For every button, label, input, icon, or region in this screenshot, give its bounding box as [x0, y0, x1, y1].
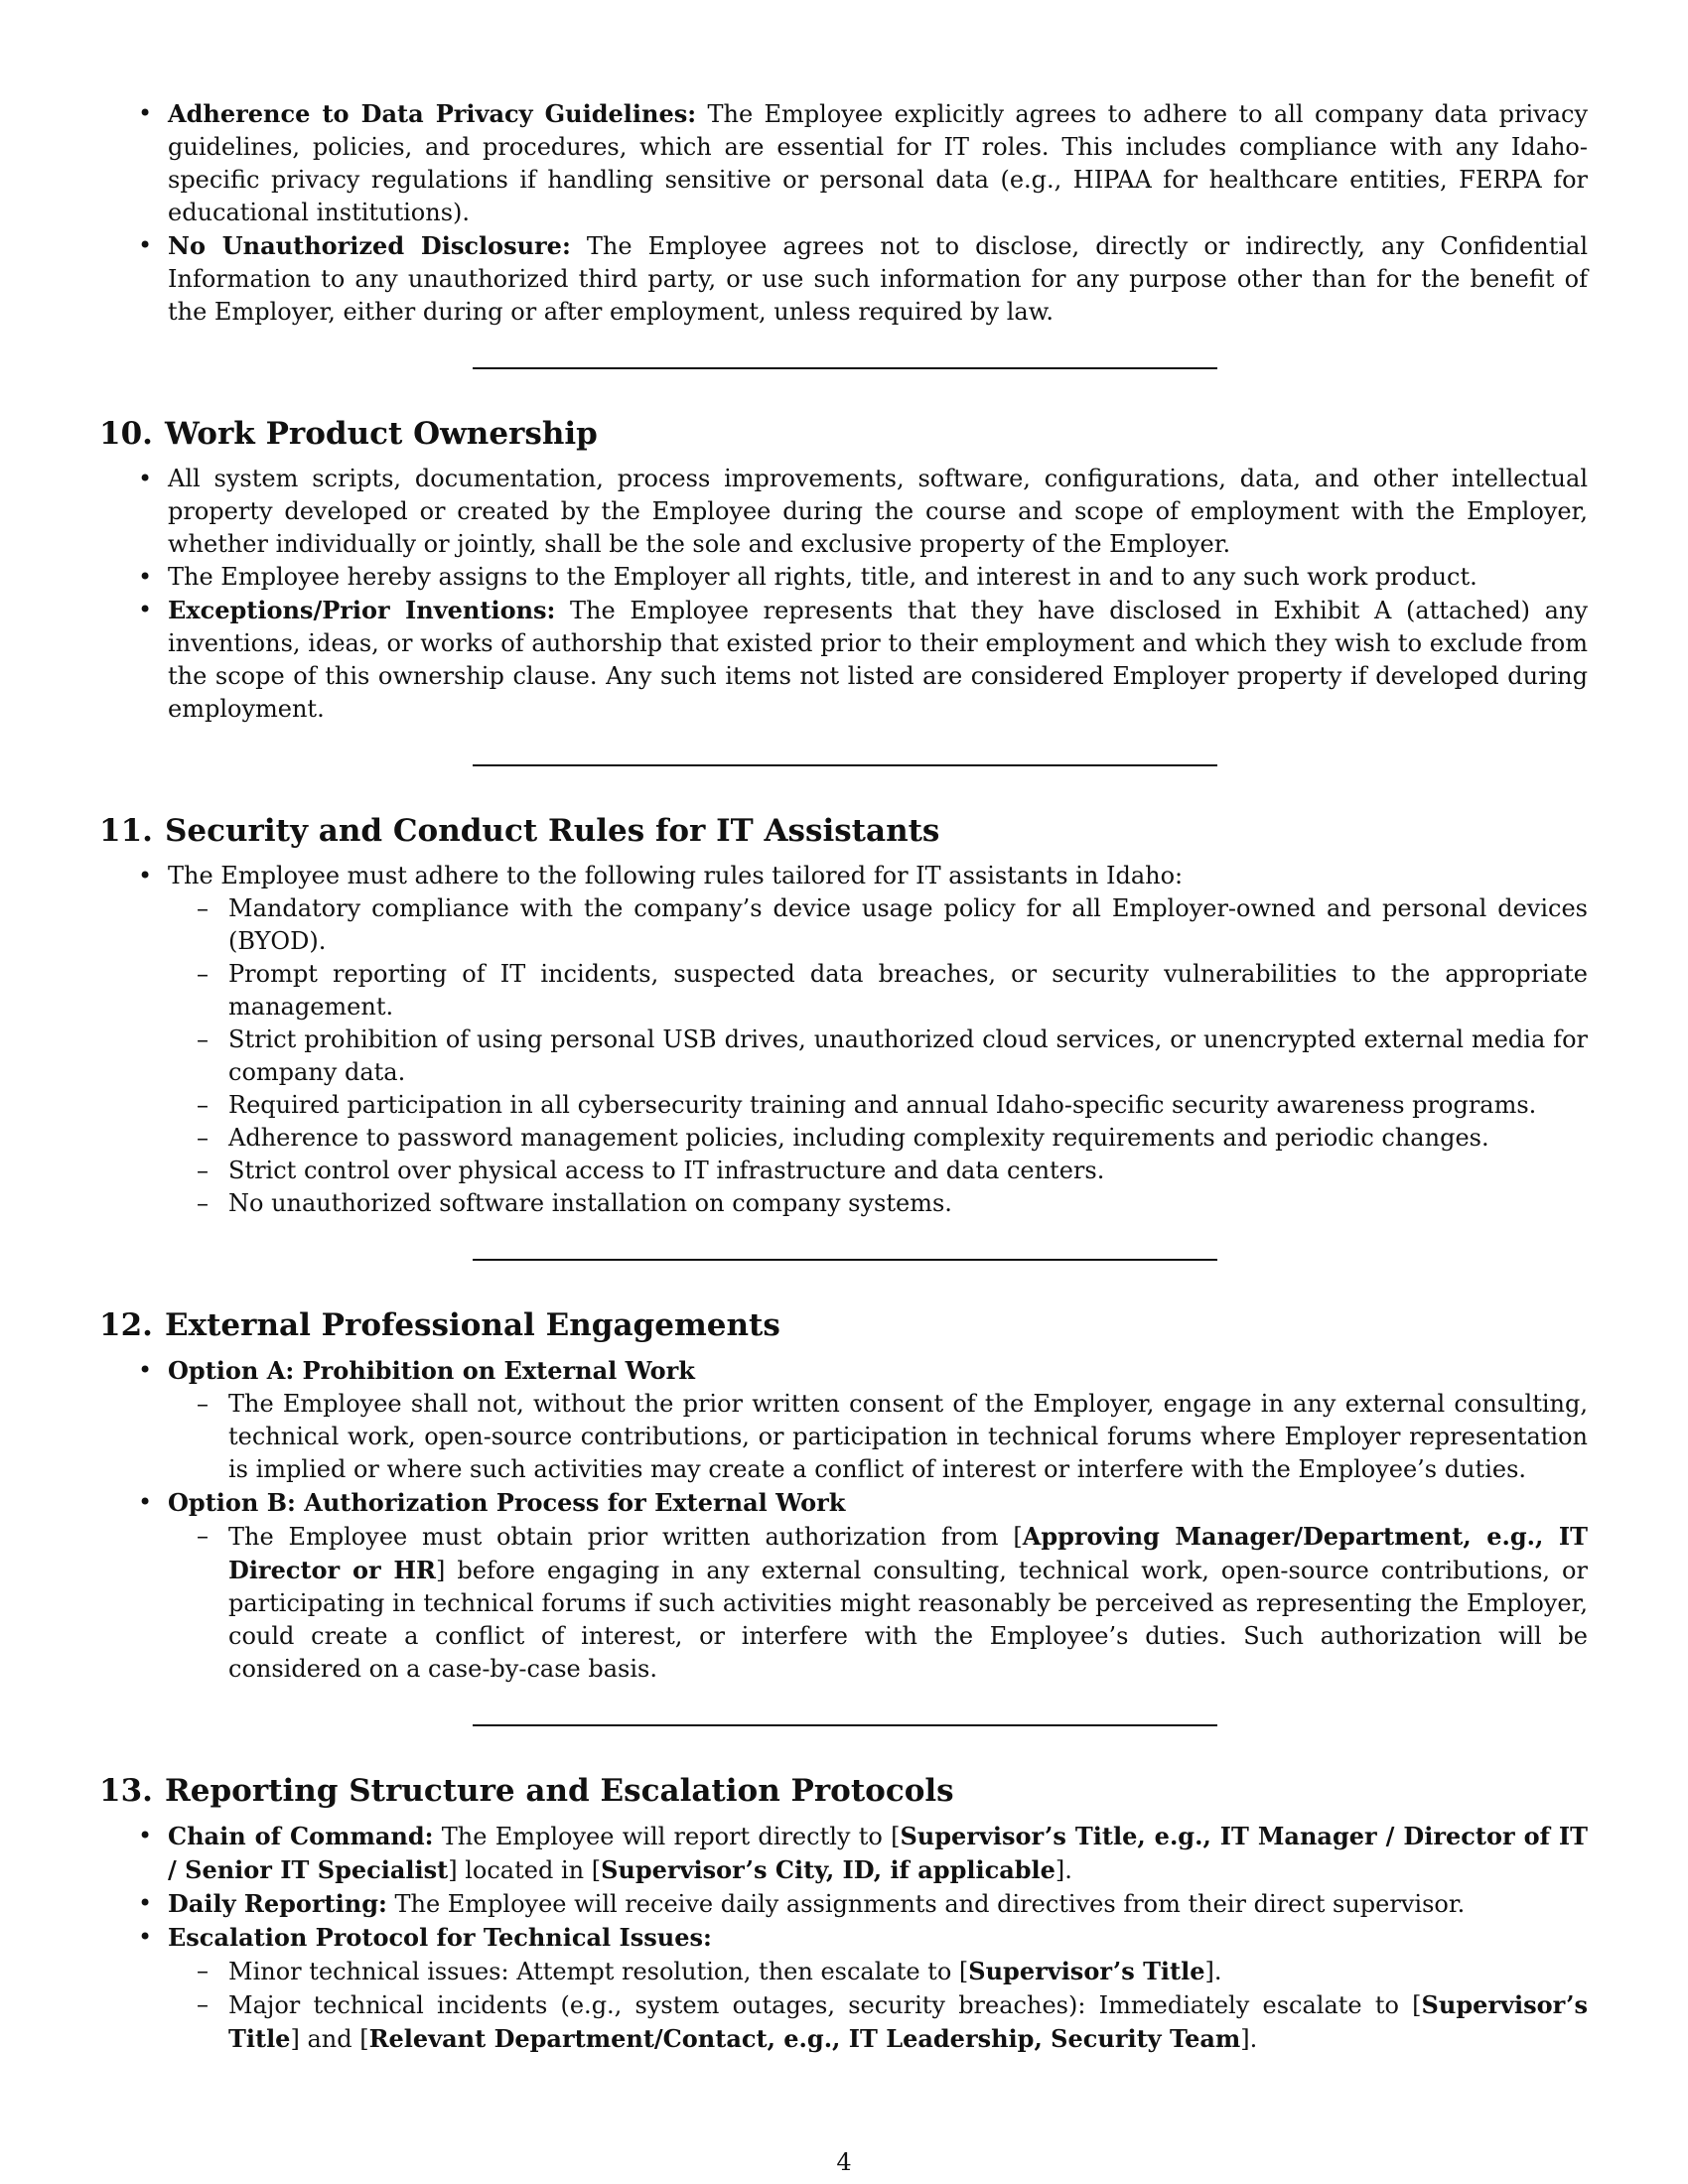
list-item: [99, 594, 1589, 726]
sub-list-item: – No unauthorized software installation on company systems.: [168, 1187, 1589, 1220]
sub-list-item: – Strict control over physical access to IT infrastructure and data centers.: [168, 1155, 1589, 1187]
sub-list-item: – Major technical incidents (e.g., system outages, security breaches): Immediately escalate to [Supervisor’s Title] and [Relevant Department/Contact, e.g., IT Leadership, Security Team].: [168, 1988, 1589, 2056]
section-title: Security and Conduct Rules for IT Assistants: [165, 813, 940, 849]
sub-list-item: – Minor technical issues: Attempt resolution, then escalate to [Supervisor’s Title].: [168, 1955, 1589, 1988]
option-a-sublist: [168, 1388, 1589, 1486]
bullet-label: Daily Reporting:: [168, 1889, 387, 1918]
section-number: 10.: [99, 416, 153, 452]
section-13-list: [99, 1820, 1589, 2056]
placeholder-approver: Approving Manager/Department, e.g., IT Director or HR: [228, 1522, 1588, 1584]
section-11-list: [99, 860, 1589, 1220]
section-12-list: [99, 1354, 1589, 1686]
option-a-label: Option A: Prohibition on External Work: [168, 1356, 695, 1385]
list-item: [99, 1354, 1589, 1486]
sub-list-item: – Mandatory compliance with the company’s device usage policy for all Employer-owned and personal devices (BYOD).: [168, 892, 1589, 958]
option-b-sublist: [168, 1520, 1589, 1686]
rules-sublist: [168, 892, 1589, 1220]
section-heading-12: [99, 1305, 1589, 1345]
section-heading-11: [99, 811, 1589, 851]
list-item: • All system scripts, documentation, process improvements, software, configurations, data, and other intellectual property developed or created by the Employee during the course and scope of employment with the Employer, whether individually or jointly, shall be the sole and exclusive property of the Employer.: [99, 463, 1589, 561]
list-item: [99, 97, 1589, 229]
section-divider: [473, 764, 1217, 766]
page-number: 4: [836, 2148, 852, 2176]
intro-bullet-list: [99, 97, 1589, 329]
section-number: 13.: [99, 1773, 153, 1809]
bullet-text: The Employee explicitly agrees to adhere to all company data privacy guidelines, policies, and procedures, which are essential for IT roles. This includes compliance with any Idaho-specific privacy regulations if handling sensitive or personal data (e.g., HIPAA for healthcare entities, FERPA for educational institutions).: [168, 100, 1589, 226]
bullet-label: Escalation Protocol for Technical Issues:: [168, 1923, 712, 1952]
section-title: Reporting Structure and Escalation Protocols: [165, 1773, 954, 1809]
sub-list-item: – Prompt reporting of IT incidents, suspected data breaches, or security vulnerabilities to the appropriate management.: [168, 958, 1589, 1024]
list-item: [99, 1486, 1589, 1686]
list-item: • The Employee hereby assigns to the Employer all rights, title, and interest in and to any such work product.: [99, 561, 1589, 594]
list-item: [99, 1921, 1589, 2056]
section-title: Work Product Ownership: [165, 416, 598, 452]
section-heading-10: [99, 414, 1589, 454]
bullet-text: The Employee agrees not to disclose, directly or indirectly, any Confidential Information to any unauthorized third party, or use such information for any purpose other than for the benefit of the Employer, either during or after employment, unless required by law.: [168, 232, 1588, 326]
sub-list-item: – The Employee shall not, without the prior written consent of the Employer, engage in any external consulting, technical work, open-source contributions, or participation in technical forums where Employer representation is implied or where such activities may create a conflict of interest or interfere with the Employee’s duties.: [168, 1388, 1589, 1486]
placeholder-department-contact: Relevant Department/Contact, e.g., IT Leadership, Security Team: [368, 2024, 1241, 2053]
list-item: [99, 229, 1589, 329]
section-heading-13: [99, 1771, 1589, 1811]
bullet-label: Exceptions/Prior Inventions:: [168, 596, 556, 624]
bullet-text: The Employee represents that they have disclosed in Exhibit A (attached) any inventions, ideas, or works of authorship that existed prior to their employment and which they wish to exclude from the scope of this ownership clause. Any such items not listed are considered Employer property if developed during employment.: [168, 597, 1588, 723]
section-10-list: [99, 463, 1589, 726]
placeholder-supervisor-city: Supervisor’s City, ID, if applicable: [601, 1855, 1055, 1884]
section-number: 11.: [99, 813, 153, 849]
placeholder-supervisor-title: Supervisor’s Title: [228, 1990, 1588, 2053]
escalation-sublist: [168, 1955, 1589, 2056]
bullet-label: Adherence to Data Privacy Guidelines:: [168, 99, 697, 128]
placeholder-supervisor-title: Supervisor’s Title: [968, 1957, 1205, 1985]
section-title: External Professional Engagements: [165, 1307, 780, 1343]
section-divider: [473, 1724, 1217, 1726]
option-b-label: Option B: Authorization Process for External Work: [168, 1488, 846, 1517]
sub-list-item: – The Employee must obtain prior written authorization from [Approving Manager/Department, e.g., IT Director or HR] before engaging in any external consulting, technical work, open-source contributions, or participating in technical forums if such activities might reasonably be perceived as representing the Employer, could create a conflict of interest, or interfere with the Employee’s duties. Such authorization will be considered on a case-by-case basis.: [168, 1520, 1589, 1686]
sub-list-item: – Required participation in all cybersecurity training and annual Idaho-specific security awareness programs.: [168, 1089, 1589, 1122]
document-page: [99, 97, 1589, 2056]
sub-list-item: – Adherence to password management policies, including complexity requirements and periodic changes.: [168, 1122, 1589, 1155]
list-item: • Chain of Command: The Employee will report directly to [Supervisor’s Title, e.g., IT Manager / Director of IT / Senior IT Specialist] located in [Supervisor’s City, ID, if applicable].: [99, 1820, 1589, 1887]
section-divider: [473, 367, 1217, 369]
bullet-label: No Unauthorized Disclosure:: [168, 231, 571, 260]
section-divider: [473, 1259, 1217, 1261]
sub-list-item: – Strict prohibition of using personal USB drives, unauthorized cloud services, or unencrypted external media for company data.: [168, 1024, 1589, 1089]
list-item: • Daily Reporting: The Employee will receive daily assignments and directives from their direct supervisor.: [99, 1887, 1589, 1921]
list-item: • The Employee must adhere to the following rules tailored for IT assistants in Idaho: – Mandatory compliance with the company’s device usage policy for all Employer-owned and personal devices (BYOD). – Prompt reporting of IT incidents, suspected data breaches, or security vulnerabilities to the appropriate management. – Strict prohibition of using personal USB drives, unauthorized cloud services, or unencrypted external media for company data. – Required participation in all cybersecurity training and annual Idaho-specific security awareness programs. – Adherence to password management policies, including complexity requirements and periodic changes. – Strict control over physical access to IT infrastructure and data centers. – No unauthorized software installation on company systems.: [99, 860, 1589, 1220]
bullet-label: Chain of Command:: [168, 1822, 434, 1850]
placeholder-supervisor-title: Supervisor’s Title, e.g., IT Manager / Director of IT / Senior IT Specialist: [168, 1822, 1589, 1884]
section-number: 12.: [99, 1307, 153, 1343]
